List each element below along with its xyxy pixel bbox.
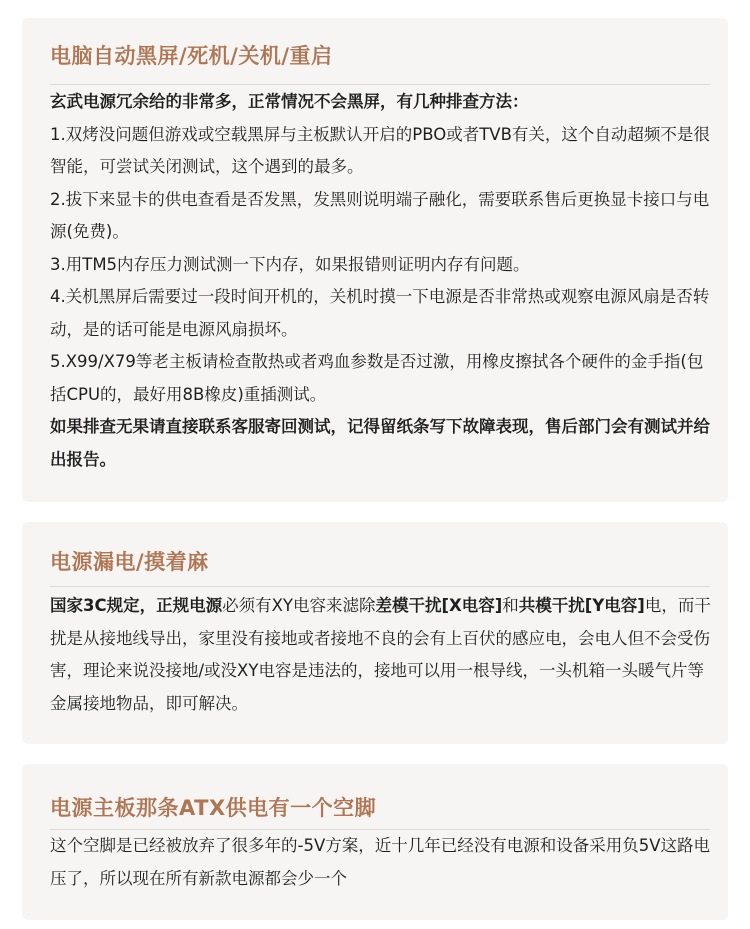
section-body — [50, 590, 714, 720]
list-item: 1.双烤没问题但游戏或空载黑屏与主板默认开启的PBO或者TVB有关，这个自动超频不是很智能，可尝试关闭测试，这个遇到的最多。 — [50, 124, 710, 176]
body-text: 电，而干扰是从接地线导出，家里没有接地或者接地不良的会有上百伏的感应电，会电人但不会受伤害，理论来说没接地/或没XY电容是违法的，接地可以用一根导线，一头机箱一头暖气片等金属接地物品，即可解决。 — [50, 596, 711, 713]
atx-paragraph: 这个空脚是已经被放弃了很多年的-5V方案，近十几年已经没有电源和设备采用负5V这路电压了，所以现在所有新款电源都会少一个 — [50, 836, 711, 888]
intro-text: 玄武电源冗余给的非常多，正常情况不会黑屏，有几种排查方法： — [50, 92, 529, 111]
section-title: 电源漏电/摸着麻 — [50, 550, 209, 574]
list-item: 4.关机黑屏后需要过一段时间开机的，关机时摸一下电源是否非常热或观察电源风扇是否转动，是的话可能是电源风扇损坏。 — [50, 287, 710, 339]
list-item: 3.用TM5内存压力测试测一下内存，如果报错则证明内存有问题。 — [50, 254, 530, 274]
section-title: 电源主板那条ATX供电有一个空脚 — [50, 796, 377, 820]
bold-lead: 国家3C规定，正规电源 — [50, 596, 223, 615]
list-item: 2.拔下来显卡的供电查看是否发黑，发黑则说明端子融化，需要联系售后更换显卡接口与电源(免费)。 — [50, 189, 710, 241]
bold-term-x: 差模干扰[X电容] — [375, 596, 503, 615]
section-title: 电脑自动黑屏/死机/关机/重启 — [50, 44, 333, 68]
leakage-paragraph — [50, 590, 714, 720]
closing-text: 如果排查无果请直接联系客服寄回测试，记得留纸条写下故障表现，售后部门会有测试并给出报告。 — [50, 417, 710, 469]
body-text: 和 — [502, 596, 519, 615]
bold-term-y: 共模干扰[Y电容] — [518, 596, 645, 615]
atx-card — [22, 764, 728, 920]
body-text: 必须有XY电容来滤除 — [222, 596, 376, 615]
section-divider — [50, 84, 710, 85]
section-body — [50, 86, 714, 476]
section-body — [50, 830, 714, 895]
troubleshoot-card — [22, 18, 728, 502]
list-item: 5.X99/X79等老主板请检查散热或者鸡血参数是否过激，用橡皮擦拭各个硬件的金手指(包括CPU的，最好用8B橡皮)重插测试。 — [50, 352, 704, 404]
leakage-card — [22, 522, 728, 744]
section-divider — [50, 586, 710, 587]
